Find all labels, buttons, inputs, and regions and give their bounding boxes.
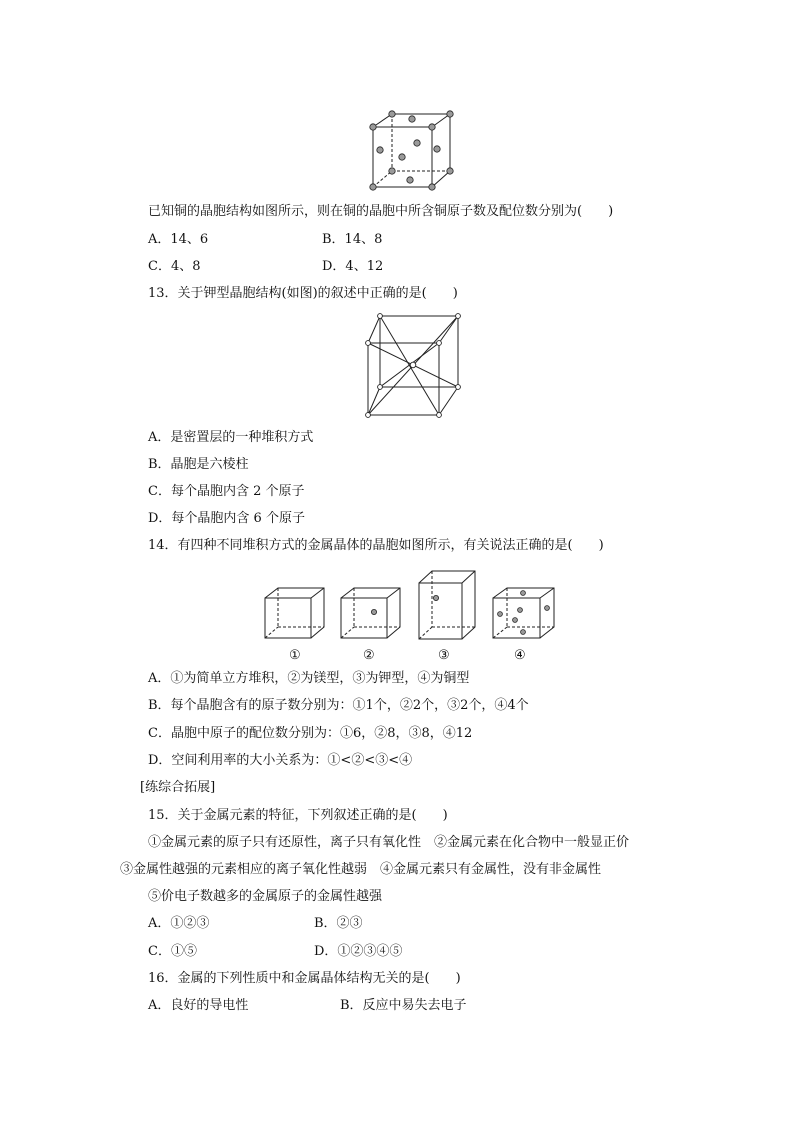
q14-option-d: D．空间利用率的大小关系为：①<②<③<④ <box>148 753 413 768</box>
q14-option-c: C．晶胞中原子的配位数分别为：①6，②8，③8，④12 <box>148 726 473 741</box>
q13-option-b: B．晶胞是六棱柱 <box>148 457 249 472</box>
figure-label-2: ② <box>363 648 375 663</box>
q13-option-c: C．每个晶胞内含 2 个原子 <box>148 484 305 499</box>
section-header: [练综合拓展] <box>140 780 216 795</box>
cell-figure-3 <box>416 567 480 643</box>
q15-statement-3: ⑤价电子数越多的金属原子的金属性越强 <box>148 889 383 904</box>
q16-stem: 16．金属的下列性质中和金属晶体结构无关的是( ) <box>148 971 461 986</box>
q15-option-a: A．①②③ <box>148 916 210 931</box>
cell-figure-4 <box>490 584 558 642</box>
q14-option-b: B．每个晶胞含有的原子数分别为：①1个，②2个，③2个，④4个 <box>148 698 529 713</box>
q15-statement-1: ①金属元素的原子只有还原性，离子只有氧化性 ②金属元素在化合物中一般显正价 <box>148 835 630 850</box>
potassium-unit-cell-figure <box>360 308 470 420</box>
cell-figure-1 <box>262 584 328 642</box>
q13-stem: 13．关于钾型晶胞结构(如图)的叙述中正确的是( ) <box>148 286 458 301</box>
figure-label-3: ③ <box>438 648 450 663</box>
q13-option-d: D．每个晶胞内含 6 个原子 <box>148 511 305 526</box>
q12-option-a: A．14、6 <box>148 232 209 247</box>
cell-figure-2 <box>338 584 404 642</box>
q12-option-b: B．14、8 <box>322 232 383 247</box>
q15-statement-2: ③金属性越强的元素相应的离子氧化性越弱 ④金属元素只有金属性，没有非金属性 <box>120 862 602 877</box>
q15-stem: 15．关于金属元素的特征，下列叙述正确的是( ) <box>148 808 448 823</box>
q15-option-d: D．①②③④⑤ <box>314 944 403 959</box>
q12-option-c: C．4、8 <box>148 259 201 274</box>
q15-option-b: B．②③ <box>314 916 363 931</box>
figure-label-1: ① <box>289 648 301 663</box>
q14-stem: 14．有四种不同堆积方式的金属晶体的晶胞如图所示，有关说法正确的是( ) <box>148 538 604 553</box>
q12-option-d: D．4、12 <box>322 259 384 274</box>
figure-label-4: ④ <box>514 648 526 663</box>
q16-option-b: B．反应中易失去电子 <box>340 998 467 1013</box>
q16-option-a: A．良好的导电性 <box>148 998 249 1013</box>
q13-option-a: A．是密置层的一种堆积方式 <box>148 430 314 445</box>
copper-unit-cell-figure <box>360 105 470 195</box>
q12-stem: 已知铜的晶胞结构如图所示，则在铜的晶胞中所含铜原子数及配位数分别为( ) <box>148 204 614 219</box>
q14-option-a: A．①为简单立方堆积，②为镁型，③为钾型，④为铜型 <box>148 671 470 686</box>
q15-option-c: C．①⑤ <box>148 944 197 959</box>
